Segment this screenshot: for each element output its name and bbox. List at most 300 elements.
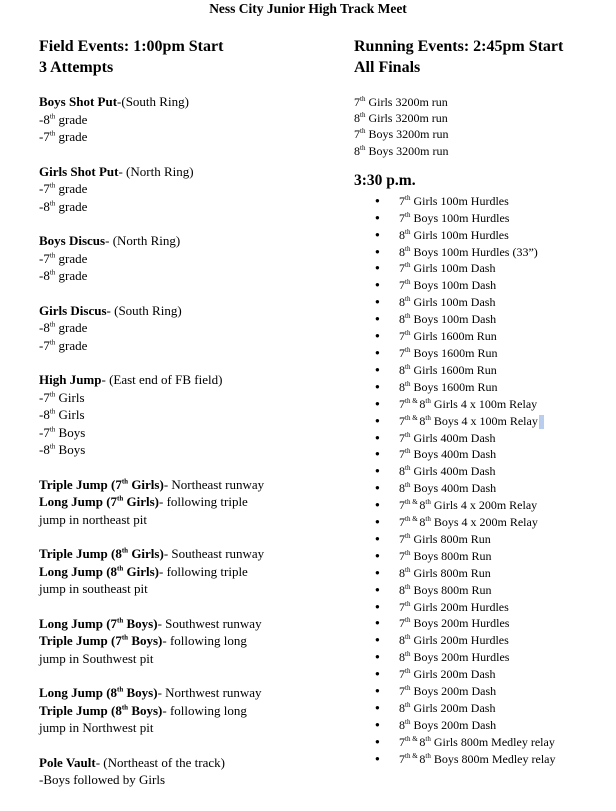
line-text: jump in Southwest pit [39, 650, 154, 666]
ordinal-suffix: th [405, 684, 411, 693]
running-event-list [354, 193, 609, 768]
line-text: 7 [399, 447, 405, 462]
line-text: Girls 400m Dash [410, 430, 496, 445]
event-name: Girls) [123, 563, 160, 579]
ordinal-suffix: th [49, 129, 56, 138]
line-text: 8 [399, 717, 405, 732]
line-text: 7 [399, 413, 405, 428]
line-text: 7 [399, 548, 405, 563]
field-event-detail [39, 441, 339, 459]
line-text: 7 [399, 193, 405, 208]
ordinal-suffix: th [405, 379, 411, 388]
ordinal-suffix: th [49, 425, 56, 434]
line-text: - following long [162, 702, 247, 718]
running-event-item [354, 311, 609, 328]
event-name: Long Jump (8 [39, 685, 118, 700]
field-event-block [39, 545, 339, 598]
line-text: Boys [55, 424, 86, 440]
running-event-item [354, 362, 609, 379]
running-event-item [354, 497, 609, 514]
ordinal-suffix: th [405, 667, 411, 676]
line-text: Boys 100m Dash [410, 278, 497, 293]
event-name: Girls) [123, 494, 160, 509]
running-event-item [354, 294, 609, 311]
field-event-title [39, 302, 339, 320]
ordinal-suffix: th [425, 751, 431, 760]
field-event-block [39, 684, 339, 737]
field-event-title [39, 93, 339, 111]
ordinal-suffix: th [405, 531, 411, 540]
line-text: grade [55, 111, 88, 127]
field-event-title [39, 371, 339, 389]
ordinal-suffix: th [405, 481, 411, 490]
ordinal-suffix: th [121, 477, 129, 486]
ordinal-suffix: th [360, 111, 366, 120]
event-name: Boys) [128, 702, 163, 718]
line-text: 8 [419, 413, 426, 428]
line-text: Girls [55, 389, 85, 405]
event-name: High Jump [39, 372, 102, 387]
line-text: Girls 200m Hurdles [410, 633, 509, 648]
running-event-item [354, 582, 609, 599]
line-text: Girls 3200m run [365, 95, 448, 109]
line-text: Girls [55, 407, 85, 422]
field-event-detail [39, 702, 339, 720]
field-events-column [39, 36, 339, 789]
line-text: Boys 200m Hurdles [410, 650, 510, 665]
running-event-item [354, 565, 609, 582]
line-text: Girls 3200m run [365, 111, 448, 126]
event-name: Pole Vault [39, 754, 96, 770]
ordinal-suffix: th [121, 633, 129, 642]
field-event-title [39, 476, 339, 494]
field-event-detail [39, 250, 339, 268]
line-text: - following long [162, 633, 247, 648]
field-event-detail [39, 198, 339, 216]
line-text: 8 [419, 396, 426, 411]
ordinal-suffix: th & [405, 751, 420, 760]
line-text: 7 [399, 616, 405, 631]
line-text: grade [55, 268, 88, 283]
field-events-heading: Field Events: 1:00pm Start [39, 38, 224, 55]
ordinal-suffix: th [117, 494, 124, 503]
field-event-detail [39, 319, 339, 337]
field-event-detail [39, 267, 339, 285]
line-text: Boys 200m Dash [410, 684, 497, 699]
running-event-item [354, 413, 609, 430]
event-name: Girls Shot Put [39, 163, 119, 179]
field-event-block [39, 232, 339, 285]
field-event-title [39, 232, 339, 250]
line-text: 8 [399, 701, 405, 715]
field-event-detail [39, 406, 339, 424]
running-event-item [354, 683, 609, 700]
running-event-item [354, 345, 609, 362]
document-title: Ness City Junior High Track Meet [209, 1, 407, 16]
attempts-heading: 3 Attempts [39, 59, 114, 76]
running-events-heading: Running Events: 2:45pm Start [354, 38, 564, 55]
running-event-item [354, 751, 609, 768]
ordinal-suffix: th [405, 210, 411, 219]
line-text: -8 [39, 268, 50, 283]
ordinal-suffix: th [405, 447, 411, 456]
ordinal-suffix: th [405, 261, 411, 270]
field-event-detail [39, 389, 339, 407]
line-text: Girls 100m Dash [410, 261, 496, 276]
field-event-title [39, 754, 339, 772]
ordinal-suffix: th [49, 442, 56, 451]
line-text: 7 [399, 531, 405, 546]
field-event-block [39, 754, 339, 789]
line-text: -8 [39, 111, 50, 127]
line-text: Girls 200m Dash [410, 667, 496, 682]
line-text: 8 [419, 515, 426, 530]
field-event-detail [39, 650, 339, 668]
ordinal-suffix: th [405, 430, 411, 439]
line-text: -Boys followed by Girls [39, 772, 166, 787]
line-text: - (East end of FB field) [101, 372, 223, 387]
early-run-item [354, 94, 609, 110]
ordinal-suffix: th [425, 498, 431, 507]
line-text: Boys 400m Dash [410, 481, 497, 496]
early-distance-runs [354, 94, 609, 159]
field-event-title [39, 684, 339, 702]
running-event-item [354, 666, 609, 683]
line-text: - Southeast runway [163, 546, 265, 561]
line-text: -7 [39, 129, 50, 144]
line-text: - (North Ring) [118, 163, 194, 179]
field-event-block [39, 93, 339, 146]
line-text: 8 [399, 312, 405, 327]
line-text: 7 [399, 345, 405, 360]
ordinal-suffix: th [405, 345, 411, 354]
event-name: Triple Jump (8 [39, 702, 122, 718]
event-name: Long Jump (8 [39, 563, 118, 579]
field-event-detail [39, 128, 339, 146]
ordinal-suffix: th [405, 295, 411, 304]
line-text: 8 [399, 582, 405, 597]
field-event-detail [39, 580, 339, 598]
line-text: -8 [39, 320, 50, 335]
ordinal-suffix: th & [405, 498, 420, 507]
running-event-item [354, 514, 609, 531]
ordinal-suffix: th [405, 616, 411, 625]
line-text: 8 [419, 498, 426, 513]
field-event-block [39, 615, 339, 668]
line-text: jump in northeast pit [39, 511, 147, 527]
ordinal-suffix: th [425, 515, 431, 524]
line-text: jump in southeast pit [39, 581, 148, 596]
field-event-block [39, 371, 339, 459]
line-text: Girls 100m Hurdles [410, 227, 509, 242]
ordinal-suffix: th [49, 268, 56, 277]
ordinal-suffix: th [405, 633, 411, 642]
event-name: Triple Jump (7 [39, 633, 122, 648]
line-text: Girls 4 x 100m Relay [430, 396, 538, 411]
line-text: Boys 800m Medley relay [430, 751, 556, 766]
ordinal-suffix: th [405, 193, 411, 202]
running-events-column [354, 36, 609, 768]
line-text: Girls 200m Dash [410, 701, 496, 715]
running-event-item [354, 277, 609, 294]
running-event-item [354, 210, 609, 227]
line-text: 8 [399, 295, 405, 310]
ordinal-suffix: th [405, 464, 411, 473]
field-event-detail [39, 632, 339, 650]
line-text: 8 [354, 143, 360, 158]
running-event-item [354, 328, 609, 345]
running-event-item [354, 531, 609, 548]
field-event-detail [39, 111, 339, 129]
line-text: Girls 100m Dash [410, 295, 496, 310]
ordinal-suffix: th [49, 338, 56, 347]
field-event-title [39, 615, 339, 633]
line-text: Boys 800m Run [410, 582, 492, 597]
ordinal-suffix: th [49, 251, 56, 260]
line-text: 8 [399, 481, 405, 496]
event-name: Boys) [123, 615, 158, 631]
running-event-item [354, 480, 609, 497]
ordinal-suffix: th [117, 616, 124, 625]
running-event-item [354, 446, 609, 463]
field-event-detail [39, 424, 339, 442]
event-name: Boys Discus [39, 233, 106, 248]
running-event-item [354, 599, 609, 616]
line-text: Girls 800m Run [410, 565, 491, 580]
line-text: 7 [399, 599, 405, 614]
running-event-item [354, 227, 609, 244]
event-name: Girls Discus [39, 302, 107, 318]
line-text: Girls 1600m Run [410, 329, 497, 344]
running-event-item [354, 379, 609, 396]
event-name: Long Jump (7 [39, 615, 118, 631]
line-text: Girls 400m Dash [410, 464, 496, 479]
ordinal-suffix: th [405, 312, 411, 321]
ordinal-suffix: th [405, 582, 411, 591]
ordinal-suffix: th [405, 599, 411, 608]
ordinal-suffix: th [49, 390, 56, 399]
line-text: 8 [399, 464, 405, 479]
early-run-item [354, 143, 609, 159]
line-text: Girls 200m Hurdles [410, 599, 509, 614]
line-text: Boys 400m Dash [410, 447, 497, 462]
event-name: Triple Jump (8 [39, 546, 122, 561]
running-event-item [354, 548, 609, 565]
time-heading: 3:30 p.m. [354, 171, 416, 189]
line-text: grade [55, 250, 88, 266]
line-text: -7 [39, 424, 50, 440]
event-name: Long Jump (7 [39, 494, 118, 509]
line-text: Boys 100m Hurdles [410, 210, 510, 225]
ordinal-suffix: th [405, 717, 411, 726]
line-text: Boys 4 x 200m Relay [430, 515, 538, 530]
line-text: Boys 100m Dash [410, 312, 497, 327]
field-event-detail [39, 180, 339, 198]
line-text: Boys 4 x 100m Relay [430, 413, 538, 428]
running-event-item [354, 734, 609, 751]
ordinal-suffix: th [360, 95, 366, 103]
running-event-item [354, 700, 609, 717]
line-text: - Southwest runway [157, 615, 262, 631]
line-text: - (North Ring) [105, 233, 181, 248]
running-event-item [354, 717, 609, 734]
line-text: 7 [399, 684, 405, 699]
line-text: -8 [39, 442, 50, 457]
line-text: 7 [399, 667, 405, 682]
running-event-item [354, 615, 609, 632]
line-text: Boys 200m Hurdles [410, 616, 510, 631]
line-text: Boys [55, 442, 86, 457]
line-text: 7 [354, 95, 360, 109]
line-text: - Northeast runway [163, 476, 265, 492]
ordinal-suffix: th [405, 278, 411, 287]
line-text: Girls 100m Hurdles [410, 193, 509, 208]
line-text: 7 [399, 734, 405, 749]
ordinal-suffix: th & [405, 396, 420, 405]
ordinal-suffix: th [405, 227, 411, 236]
line-text: - (South Ring) [106, 302, 182, 318]
ordinal-suffix: th [49, 181, 56, 190]
line-text: -7 [39, 181, 50, 196]
early-run-item [354, 110, 609, 126]
field-event-detail [39, 493, 339, 511]
ordinal-suffix: th [405, 329, 411, 338]
line-text: grade [55, 198, 88, 214]
line-text: 7 [354, 127, 360, 142]
field-event-detail [39, 719, 339, 737]
ordinal-suffix: th [405, 650, 411, 659]
line-text: grade [55, 320, 88, 335]
line-text: Girls 800m Run [410, 531, 491, 546]
line-text: Girls 800m Medley relay [430, 734, 555, 749]
line-text: 7 [399, 498, 405, 513]
line-text: 8 [399, 244, 405, 259]
line-text: Girls 4 x 200m Relay [430, 498, 538, 513]
line-text: 8 [399, 227, 405, 242]
line-text: Boys 3200m run [365, 143, 449, 158]
ordinal-suffix: th & [405, 734, 420, 743]
field-event-detail [39, 511, 339, 529]
text-cursor-highlight [539, 415, 544, 429]
line-text: grade [55, 337, 88, 353]
running-event-item [354, 632, 609, 649]
line-text: -7 [39, 337, 50, 353]
ordinal-suffix: th [405, 548, 411, 557]
line-text: - following triple [159, 563, 248, 579]
ordinal-suffix: th [360, 143, 366, 152]
line-text: - (Northeast of the track) [95, 754, 225, 770]
field-event-title [39, 163, 339, 181]
running-event-item [354, 396, 609, 413]
line-text: Boys 200m Dash [410, 717, 497, 732]
ordinal-suffix: th & [405, 413, 420, 422]
event-name: Girls) [128, 546, 164, 561]
running-event-item [354, 649, 609, 666]
ordinal-suffix: th [117, 685, 124, 694]
running-event-item [354, 193, 609, 210]
event-name: Boys) [128, 633, 163, 648]
line-text: - Northwest runway [157, 685, 262, 700]
line-text: 7 [399, 261, 405, 276]
line-text: 7 [399, 396, 405, 411]
ordinal-suffix: th [49, 320, 56, 329]
line-text: -7 [39, 250, 50, 266]
line-text: -(South Ring) [117, 94, 189, 109]
line-text: grade [55, 181, 88, 196]
line-text: 8 [399, 650, 405, 665]
event-name: Triple Jump (7 [39, 476, 122, 492]
ordinal-suffix: th [49, 199, 56, 208]
ordinal-suffix: th [360, 127, 366, 136]
line-text: jump in Northwest pit [39, 720, 154, 735]
event-name: Boys) [123, 685, 158, 700]
line-text: 8 [419, 734, 426, 749]
line-text: 8 [419, 751, 426, 766]
early-run-item [354, 126, 609, 142]
line-text: 7 [399, 430, 405, 445]
line-text: 8 [399, 565, 405, 580]
finals-heading: All Finals [354, 59, 421, 76]
line-text: -8 [39, 198, 50, 214]
ordinal-suffix: th [121, 546, 129, 555]
ordinal-suffix: th [405, 701, 411, 709]
line-text: 7 [399, 329, 405, 344]
ordinal-suffix: th [425, 413, 431, 422]
line-text: 7 [399, 751, 405, 766]
field-event-title [39, 545, 339, 563]
running-event-item [354, 430, 609, 447]
line-text: 7 [399, 515, 405, 530]
event-name: Girls) [128, 476, 164, 492]
line-text: Boys 100m Hurdles (33”) [410, 244, 538, 259]
ordinal-suffix: th & [405, 515, 420, 524]
line-text: 8 [399, 633, 405, 648]
running-event-item [354, 244, 609, 261]
field-event-block [39, 302, 339, 355]
line-text: 8 [399, 379, 405, 394]
event-name: Boys Shot Put [39, 94, 118, 109]
line-text: Boys 800m Run [410, 548, 492, 563]
ordinal-suffix: th [405, 565, 411, 574]
ordinal-suffix: th [405, 244, 411, 253]
line-text: 7 [399, 210, 405, 225]
line-text: Boys 1600m Run [410, 345, 498, 360]
line-text: 8 [354, 111, 360, 126]
field-events-list [39, 93, 339, 789]
running-event-item [354, 463, 609, 480]
ordinal-suffix: th [49, 112, 56, 121]
ordinal-suffix: th [425, 396, 431, 405]
line-text: 8 [399, 362, 405, 377]
running-event-item [354, 260, 609, 277]
line-text: -8 [39, 407, 50, 422]
line-text: Boys 1600m Run [410, 379, 498, 394]
ordinal-suffix: th [425, 734, 431, 743]
field-event-detail [39, 563, 339, 581]
field-event-block [39, 163, 339, 216]
line-text: grade [55, 129, 88, 144]
line-text: - following triple [159, 494, 248, 509]
ordinal-suffix: th [117, 564, 124, 573]
field-event-block [39, 476, 339, 529]
ordinal-suffix: th [405, 362, 411, 371]
field-event-detail [39, 771, 339, 789]
line-text: Girls 1600m Run [410, 362, 497, 377]
line-text: -7 [39, 389, 50, 405]
line-text: Boys 3200m run [365, 127, 449, 142]
ordinal-suffix: th [49, 407, 56, 416]
ordinal-suffix: th [121, 703, 129, 712]
